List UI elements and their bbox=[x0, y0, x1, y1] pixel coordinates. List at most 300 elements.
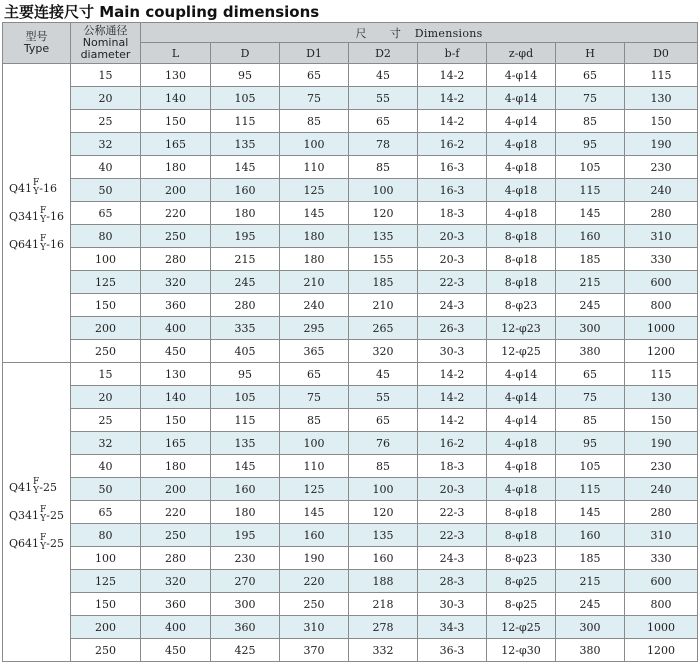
nominal-diameter-cell: 25 bbox=[71, 110, 141, 133]
dimension-cell: 215 bbox=[556, 570, 625, 593]
table-row bbox=[3, 340, 698, 363]
dimension-cell: 1200 bbox=[625, 340, 698, 363]
dimension-cell: 100 bbox=[280, 133, 349, 156]
dimension-cell: 220 bbox=[141, 202, 211, 225]
dimension-cell: 220 bbox=[280, 570, 349, 593]
dimension-cell: 16-2 bbox=[418, 133, 487, 156]
nominal-diameter-cell: 200 bbox=[71, 616, 141, 639]
nominal-diameter-cell: 150 bbox=[71, 294, 141, 317]
dimension-cell: 14-2 bbox=[418, 64, 487, 87]
dimension-cell: 130 bbox=[141, 363, 211, 386]
dimension-cell: 330 bbox=[625, 248, 698, 271]
dimension-cell: 28-3 bbox=[418, 570, 487, 593]
dimension-cell: 160 bbox=[556, 225, 625, 248]
type-prefix: Q41 bbox=[9, 182, 33, 195]
table-row bbox=[3, 409, 698, 432]
nominal-header-en1: Nominal bbox=[82, 36, 129, 49]
dimension-cell: 135 bbox=[349, 225, 418, 248]
dimension-cell: 425 bbox=[211, 639, 280, 662]
dimension-cell: 4-φ18 bbox=[487, 133, 556, 156]
dimension-cell: 150 bbox=[625, 409, 698, 432]
dimensions-header-en: Dimensions bbox=[414, 26, 483, 40]
dimension-cell: 180 bbox=[141, 455, 211, 478]
type-label bbox=[5, 171, 70, 199]
dimension-cell: 95 bbox=[211, 64, 280, 87]
dimension-cell: 335 bbox=[211, 317, 280, 340]
nominal-diameter-cell: 20 bbox=[71, 386, 141, 409]
dimension-cell: 190 bbox=[625, 432, 698, 455]
dimension-cell: 75 bbox=[280, 87, 349, 110]
dimension-cell: 55 bbox=[349, 87, 418, 110]
dimension-cell: 12-φ25 bbox=[487, 340, 556, 363]
dimension-cell: 600 bbox=[625, 271, 698, 294]
type-sub: Y bbox=[40, 243, 47, 253]
nominal-diameter-cell: 150 bbox=[71, 593, 141, 616]
dimension-cell: 76 bbox=[349, 432, 418, 455]
dimension-cell: 300 bbox=[211, 593, 280, 616]
dimension-cell: 200 bbox=[141, 478, 211, 501]
nominal-diameter-cell: 80 bbox=[71, 524, 141, 547]
nominal-diameter-cell: 50 bbox=[71, 179, 141, 202]
dimension-cell: 4-φ14 bbox=[487, 363, 556, 386]
dimension-cell: 230 bbox=[625, 156, 698, 179]
dimension-cell: 380 bbox=[556, 639, 625, 662]
nominal-diameter-cell: 40 bbox=[71, 156, 141, 179]
dimension-cell: 100 bbox=[349, 478, 418, 501]
dimension-cell: 12-φ23 bbox=[487, 317, 556, 340]
dimension-cell: 160 bbox=[211, 478, 280, 501]
type-cell bbox=[3, 64, 71, 363]
dimension-cell: 240 bbox=[625, 179, 698, 202]
nominal-diameter-cell: 200 bbox=[71, 317, 141, 340]
dimension-cell: 400 bbox=[141, 616, 211, 639]
column-header: b-f bbox=[418, 43, 487, 64]
dimension-cell: 185 bbox=[349, 271, 418, 294]
type-header-cn: 型号 bbox=[25, 30, 48, 43]
type-label bbox=[5, 470, 70, 498]
dimensions-header bbox=[141, 23, 698, 43]
type-label bbox=[5, 526, 70, 554]
type-prefix: Q641 bbox=[9, 238, 40, 251]
dimension-cell: 145 bbox=[556, 202, 625, 225]
nominal-diameter-cell: 125 bbox=[71, 570, 141, 593]
table-row bbox=[3, 478, 698, 501]
dimension-cell: 8-φ18 bbox=[487, 225, 556, 248]
dimension-cell: 278 bbox=[349, 616, 418, 639]
dimension-cell: 245 bbox=[211, 271, 280, 294]
type-suffix: -16 bbox=[39, 182, 57, 195]
dimension-cell: 310 bbox=[280, 616, 349, 639]
dimension-cell: 280 bbox=[211, 294, 280, 317]
dimension-cell: 190 bbox=[280, 547, 349, 570]
type-header-en: Type bbox=[23, 42, 50, 55]
dimension-cell: 250 bbox=[280, 593, 349, 616]
dimension-cell: 180 bbox=[280, 225, 349, 248]
dimension-cell: 280 bbox=[141, 248, 211, 271]
nominal-header-en2: diameter bbox=[80, 48, 131, 61]
table-row bbox=[3, 501, 698, 524]
type-sub: Y bbox=[40, 215, 47, 225]
nominal-diameter-header bbox=[71, 23, 141, 64]
nominal-diameter-cell: 250 bbox=[71, 340, 141, 363]
dimension-cell: 120 bbox=[349, 202, 418, 225]
dimension-cell: 185 bbox=[556, 248, 625, 271]
dimension-cell: 185 bbox=[556, 547, 625, 570]
dimension-cell: 370 bbox=[280, 639, 349, 662]
nominal-diameter-cell: 250 bbox=[71, 639, 141, 662]
dimension-cell: 65 bbox=[280, 64, 349, 87]
nominal-diameter-cell: 32 bbox=[71, 133, 141, 156]
dimension-cell: 130 bbox=[141, 64, 211, 87]
column-header: z-φd bbox=[487, 43, 556, 64]
table-row bbox=[3, 110, 698, 133]
dimension-cell: 95 bbox=[556, 432, 625, 455]
dimension-cell: 65 bbox=[280, 363, 349, 386]
dimension-cell: 195 bbox=[211, 225, 280, 248]
table-row bbox=[3, 202, 698, 225]
dimension-cell: 210 bbox=[280, 271, 349, 294]
dimension-cell: 280 bbox=[141, 547, 211, 570]
dimension-cell: 240 bbox=[625, 478, 698, 501]
table-row bbox=[3, 225, 698, 248]
dimension-cell: 20-3 bbox=[418, 225, 487, 248]
type-sub: Y bbox=[33, 187, 40, 197]
dimension-cell: 145 bbox=[280, 501, 349, 524]
type-suffix: -25 bbox=[46, 509, 64, 522]
table-row bbox=[3, 616, 698, 639]
dimension-cell: 100 bbox=[349, 179, 418, 202]
type-header bbox=[3, 23, 71, 64]
nominal-diameter-cell: 20 bbox=[71, 87, 141, 110]
dimension-cell: 295 bbox=[280, 317, 349, 340]
dimension-cell: 405 bbox=[211, 340, 280, 363]
column-header: L bbox=[141, 43, 211, 64]
column-header: D1 bbox=[280, 43, 349, 64]
dimension-cell: 240 bbox=[280, 294, 349, 317]
type-sup: F bbox=[33, 178, 40, 188]
dimension-cell: 150 bbox=[141, 110, 211, 133]
table-row bbox=[3, 248, 698, 271]
dimension-cell: 4-φ18 bbox=[487, 478, 556, 501]
dimension-cell: 4-φ18 bbox=[487, 432, 556, 455]
dimension-cell: 188 bbox=[349, 570, 418, 593]
dimension-cell: 4-φ14 bbox=[487, 386, 556, 409]
dimension-cell: 65 bbox=[349, 110, 418, 133]
dimension-cell: 190 bbox=[625, 133, 698, 156]
dimension-cell: 360 bbox=[141, 593, 211, 616]
page-title: 主要连接尺寸 Main coupling dimensions bbox=[4, 3, 320, 21]
table-row bbox=[3, 432, 698, 455]
dimension-cell: 195 bbox=[211, 524, 280, 547]
table-row bbox=[3, 133, 698, 156]
dimension-cell: 125 bbox=[280, 179, 349, 202]
dimension-cell: 135 bbox=[211, 432, 280, 455]
dimension-cell: 250 bbox=[141, 225, 211, 248]
dimension-cell: 18-3 bbox=[418, 455, 487, 478]
dimension-cell: 332 bbox=[349, 639, 418, 662]
dimension-cell: 14-2 bbox=[418, 87, 487, 110]
type-sup: F bbox=[40, 234, 47, 244]
dimension-cell: 105 bbox=[556, 455, 625, 478]
dimension-cell: 65 bbox=[556, 64, 625, 87]
dimension-cell: 380 bbox=[556, 340, 625, 363]
nominal-diameter-cell: 50 bbox=[71, 478, 141, 501]
dimension-cell: 250 bbox=[141, 524, 211, 547]
type-suffix: -16 bbox=[46, 238, 64, 251]
dimension-cell: 105 bbox=[556, 156, 625, 179]
dimension-cell: 300 bbox=[556, 317, 625, 340]
dimension-cell: 125 bbox=[280, 478, 349, 501]
dimension-cell: 75 bbox=[556, 87, 625, 110]
dimension-cell: 4-φ14 bbox=[487, 110, 556, 133]
nominal-diameter-cell: 25 bbox=[71, 409, 141, 432]
dimension-cell: 115 bbox=[556, 478, 625, 501]
table-row bbox=[3, 570, 698, 593]
dimensions-header-cn: 尺 寸 bbox=[355, 26, 411, 40]
table-row bbox=[3, 363, 698, 386]
dimension-cell: 280 bbox=[625, 501, 698, 524]
column-header: D bbox=[211, 43, 280, 64]
dimension-cell: 115 bbox=[625, 64, 698, 87]
dimension-cell: 220 bbox=[141, 501, 211, 524]
dimension-cell: 16-2 bbox=[418, 432, 487, 455]
type-sup: F bbox=[40, 505, 47, 515]
dimension-cell: 105 bbox=[211, 386, 280, 409]
dimension-cell: 85 bbox=[349, 156, 418, 179]
table-header bbox=[3, 23, 698, 64]
dimension-cell: 135 bbox=[349, 524, 418, 547]
dimension-cell: 8-φ18 bbox=[487, 501, 556, 524]
dimension-cell: 145 bbox=[211, 455, 280, 478]
dimension-cell: 145 bbox=[556, 501, 625, 524]
dimension-cell: 245 bbox=[556, 294, 625, 317]
dimension-cell: 4-φ14 bbox=[487, 64, 556, 87]
dimension-cell: 140 bbox=[141, 386, 211, 409]
dimension-cell: 8-φ18 bbox=[487, 524, 556, 547]
dimension-cell: 218 bbox=[349, 593, 418, 616]
dimension-cell: 115 bbox=[625, 363, 698, 386]
dimension-cell: 320 bbox=[141, 271, 211, 294]
dimension-cell: 65 bbox=[556, 363, 625, 386]
dimension-cell: 180 bbox=[141, 156, 211, 179]
dimension-cell: 16-3 bbox=[418, 156, 487, 179]
dimension-cell: 130 bbox=[625, 87, 698, 110]
type-sup: F bbox=[40, 533, 47, 543]
dimension-cell: 75 bbox=[280, 386, 349, 409]
table-row bbox=[3, 294, 698, 317]
dimension-cell: 310 bbox=[625, 225, 698, 248]
dimension-cell: 180 bbox=[280, 248, 349, 271]
dimension-cell: 55 bbox=[349, 386, 418, 409]
dimension-cell: 105 bbox=[211, 87, 280, 110]
dimension-cell: 145 bbox=[280, 202, 349, 225]
dimension-cell: 95 bbox=[556, 133, 625, 156]
type-sup: F bbox=[33, 477, 40, 487]
dimension-cell: 12-φ25 bbox=[487, 616, 556, 639]
dimension-cell: 230 bbox=[625, 455, 698, 478]
type-label bbox=[5, 498, 70, 526]
dimension-cell: 365 bbox=[280, 340, 349, 363]
dimension-cell: 85 bbox=[349, 455, 418, 478]
dimension-cell: 360 bbox=[211, 616, 280, 639]
type-prefix: Q341 bbox=[9, 509, 40, 522]
table-row bbox=[3, 524, 698, 547]
table-row bbox=[3, 386, 698, 409]
dimension-cell: 1000 bbox=[625, 616, 698, 639]
table-row bbox=[3, 179, 698, 202]
dimension-cell: 215 bbox=[556, 271, 625, 294]
dimension-cell: 16-3 bbox=[418, 179, 487, 202]
dimension-cell: 45 bbox=[349, 363, 418, 386]
dimension-cell: 115 bbox=[211, 409, 280, 432]
dimension-cell: 20-3 bbox=[418, 248, 487, 271]
dimension-cell: 4-φ18 bbox=[487, 202, 556, 225]
dimension-cell: 75 bbox=[556, 386, 625, 409]
coupling-dimensions-table bbox=[2, 22, 698, 662]
dimension-cell: 4-φ18 bbox=[487, 179, 556, 202]
dimension-cell: 135 bbox=[211, 133, 280, 156]
type-sup: F bbox=[40, 206, 47, 216]
dimension-cell: 24-3 bbox=[418, 547, 487, 570]
type-sub: Y bbox=[40, 542, 47, 552]
dimension-cell: 230 bbox=[211, 547, 280, 570]
dimension-cell: 22-3 bbox=[418, 271, 487, 294]
dimension-cell: 4-φ14 bbox=[487, 409, 556, 432]
nominal-diameter-cell: 15 bbox=[71, 363, 141, 386]
dimension-cell: 100 bbox=[280, 432, 349, 455]
dimension-cell: 95 bbox=[211, 363, 280, 386]
dimension-cell: 110 bbox=[280, 455, 349, 478]
type-cell bbox=[3, 363, 71, 662]
type-label bbox=[5, 227, 70, 255]
dimension-cell: 160 bbox=[211, 179, 280, 202]
dimension-cell: 150 bbox=[141, 409, 211, 432]
type-sub: Y bbox=[40, 514, 47, 524]
dimension-cell: 600 bbox=[625, 570, 698, 593]
dimension-cell: 245 bbox=[556, 593, 625, 616]
nominal-diameter-cell: 65 bbox=[71, 202, 141, 225]
type-sub: Y bbox=[33, 486, 40, 496]
dimension-cell: 300 bbox=[556, 616, 625, 639]
table-row bbox=[3, 455, 698, 478]
dimension-cell: 78 bbox=[349, 133, 418, 156]
dimension-cell: 8-φ25 bbox=[487, 570, 556, 593]
table-body bbox=[3, 64, 698, 662]
dimension-cell: 180 bbox=[211, 202, 280, 225]
table-row bbox=[3, 317, 698, 340]
nominal-diameter-cell: 40 bbox=[71, 455, 141, 478]
dimension-cell: 265 bbox=[349, 317, 418, 340]
table-row bbox=[3, 271, 698, 294]
dimension-cell: 360 bbox=[141, 294, 211, 317]
nominal-diameter-cell: 100 bbox=[71, 248, 141, 271]
type-suffix: -16 bbox=[46, 210, 64, 223]
dimension-cell: 165 bbox=[141, 133, 211, 156]
dimension-cell: 215 bbox=[211, 248, 280, 271]
type-label bbox=[5, 199, 70, 227]
dimension-cell: 165 bbox=[141, 432, 211, 455]
dimension-cell: 330 bbox=[625, 547, 698, 570]
column-header: D2 bbox=[349, 43, 418, 64]
dimension-cell: 8-φ23 bbox=[487, 294, 556, 317]
dimension-cell: 310 bbox=[625, 524, 698, 547]
dimension-cell: 20-3 bbox=[418, 478, 487, 501]
dimension-cell: 800 bbox=[625, 294, 698, 317]
dimension-cell: 12-φ30 bbox=[487, 639, 556, 662]
dimension-cell: 1200 bbox=[625, 639, 698, 662]
dimension-cell: 8-φ18 bbox=[487, 248, 556, 271]
dimension-cell: 24-3 bbox=[418, 294, 487, 317]
dimension-cell: 140 bbox=[141, 87, 211, 110]
dimension-cell: 210 bbox=[349, 294, 418, 317]
table-row bbox=[3, 547, 698, 570]
dimension-cell: 14-2 bbox=[418, 409, 487, 432]
dimension-cell: 320 bbox=[141, 570, 211, 593]
dimension-cell: 8-φ25 bbox=[487, 593, 556, 616]
dimension-cell: 120 bbox=[349, 501, 418, 524]
dimension-cell: 85 bbox=[280, 110, 349, 133]
dimension-cell: 14-2 bbox=[418, 110, 487, 133]
column-header: D0 bbox=[625, 43, 698, 64]
dimension-cell: 4-φ18 bbox=[487, 455, 556, 478]
dimension-cell: 115 bbox=[556, 179, 625, 202]
dimension-cell: 450 bbox=[141, 340, 211, 363]
nominal-diameter-cell: 125 bbox=[71, 271, 141, 294]
dimension-cell: 65 bbox=[349, 409, 418, 432]
type-prefix: Q641 bbox=[9, 537, 40, 550]
column-header: H bbox=[556, 43, 625, 64]
dimension-cell: 30-3 bbox=[418, 593, 487, 616]
dimension-cell: 110 bbox=[280, 156, 349, 179]
dimension-cell: 18-3 bbox=[418, 202, 487, 225]
type-suffix: -25 bbox=[46, 537, 64, 550]
dimension-cell: 400 bbox=[141, 317, 211, 340]
dimension-cell: 155 bbox=[349, 248, 418, 271]
dimension-cell: 85 bbox=[280, 409, 349, 432]
table-row bbox=[3, 639, 698, 662]
dimension-cell: 800 bbox=[625, 593, 698, 616]
dimension-cell: 26-3 bbox=[418, 317, 487, 340]
dimension-cell: 22-3 bbox=[418, 501, 487, 524]
dimension-cell: 85 bbox=[556, 409, 625, 432]
dimension-cell: 8-φ18 bbox=[487, 271, 556, 294]
dimension-cell: 160 bbox=[280, 524, 349, 547]
dimension-cell: 85 bbox=[556, 110, 625, 133]
nominal-diameter-cell: 100 bbox=[71, 547, 141, 570]
nominal-diameter-cell: 32 bbox=[71, 432, 141, 455]
nominal-diameter-cell: 65 bbox=[71, 501, 141, 524]
dimension-cell: 1000 bbox=[625, 317, 698, 340]
dimension-cell: 160 bbox=[349, 547, 418, 570]
dimension-cell: 14-2 bbox=[418, 363, 487, 386]
dimension-cell: 130 bbox=[625, 386, 698, 409]
dimension-cell: 270 bbox=[211, 570, 280, 593]
dimension-cell: 160 bbox=[556, 524, 625, 547]
dimension-cell: 22-3 bbox=[418, 524, 487, 547]
dimension-cell: 115 bbox=[211, 110, 280, 133]
table-row bbox=[3, 64, 698, 87]
dimension-cell: 4-φ18 bbox=[487, 156, 556, 179]
type-prefix: Q41 bbox=[9, 481, 33, 494]
dimension-cell: 14-2 bbox=[418, 386, 487, 409]
dimension-cell: 450 bbox=[141, 639, 211, 662]
dimension-cell: 145 bbox=[211, 156, 280, 179]
nominal-diameter-cell: 80 bbox=[71, 225, 141, 248]
dimension-cell: 280 bbox=[625, 202, 698, 225]
table-row bbox=[3, 156, 698, 179]
dimension-cell: 320 bbox=[349, 340, 418, 363]
dimension-cell: 36-3 bbox=[418, 639, 487, 662]
